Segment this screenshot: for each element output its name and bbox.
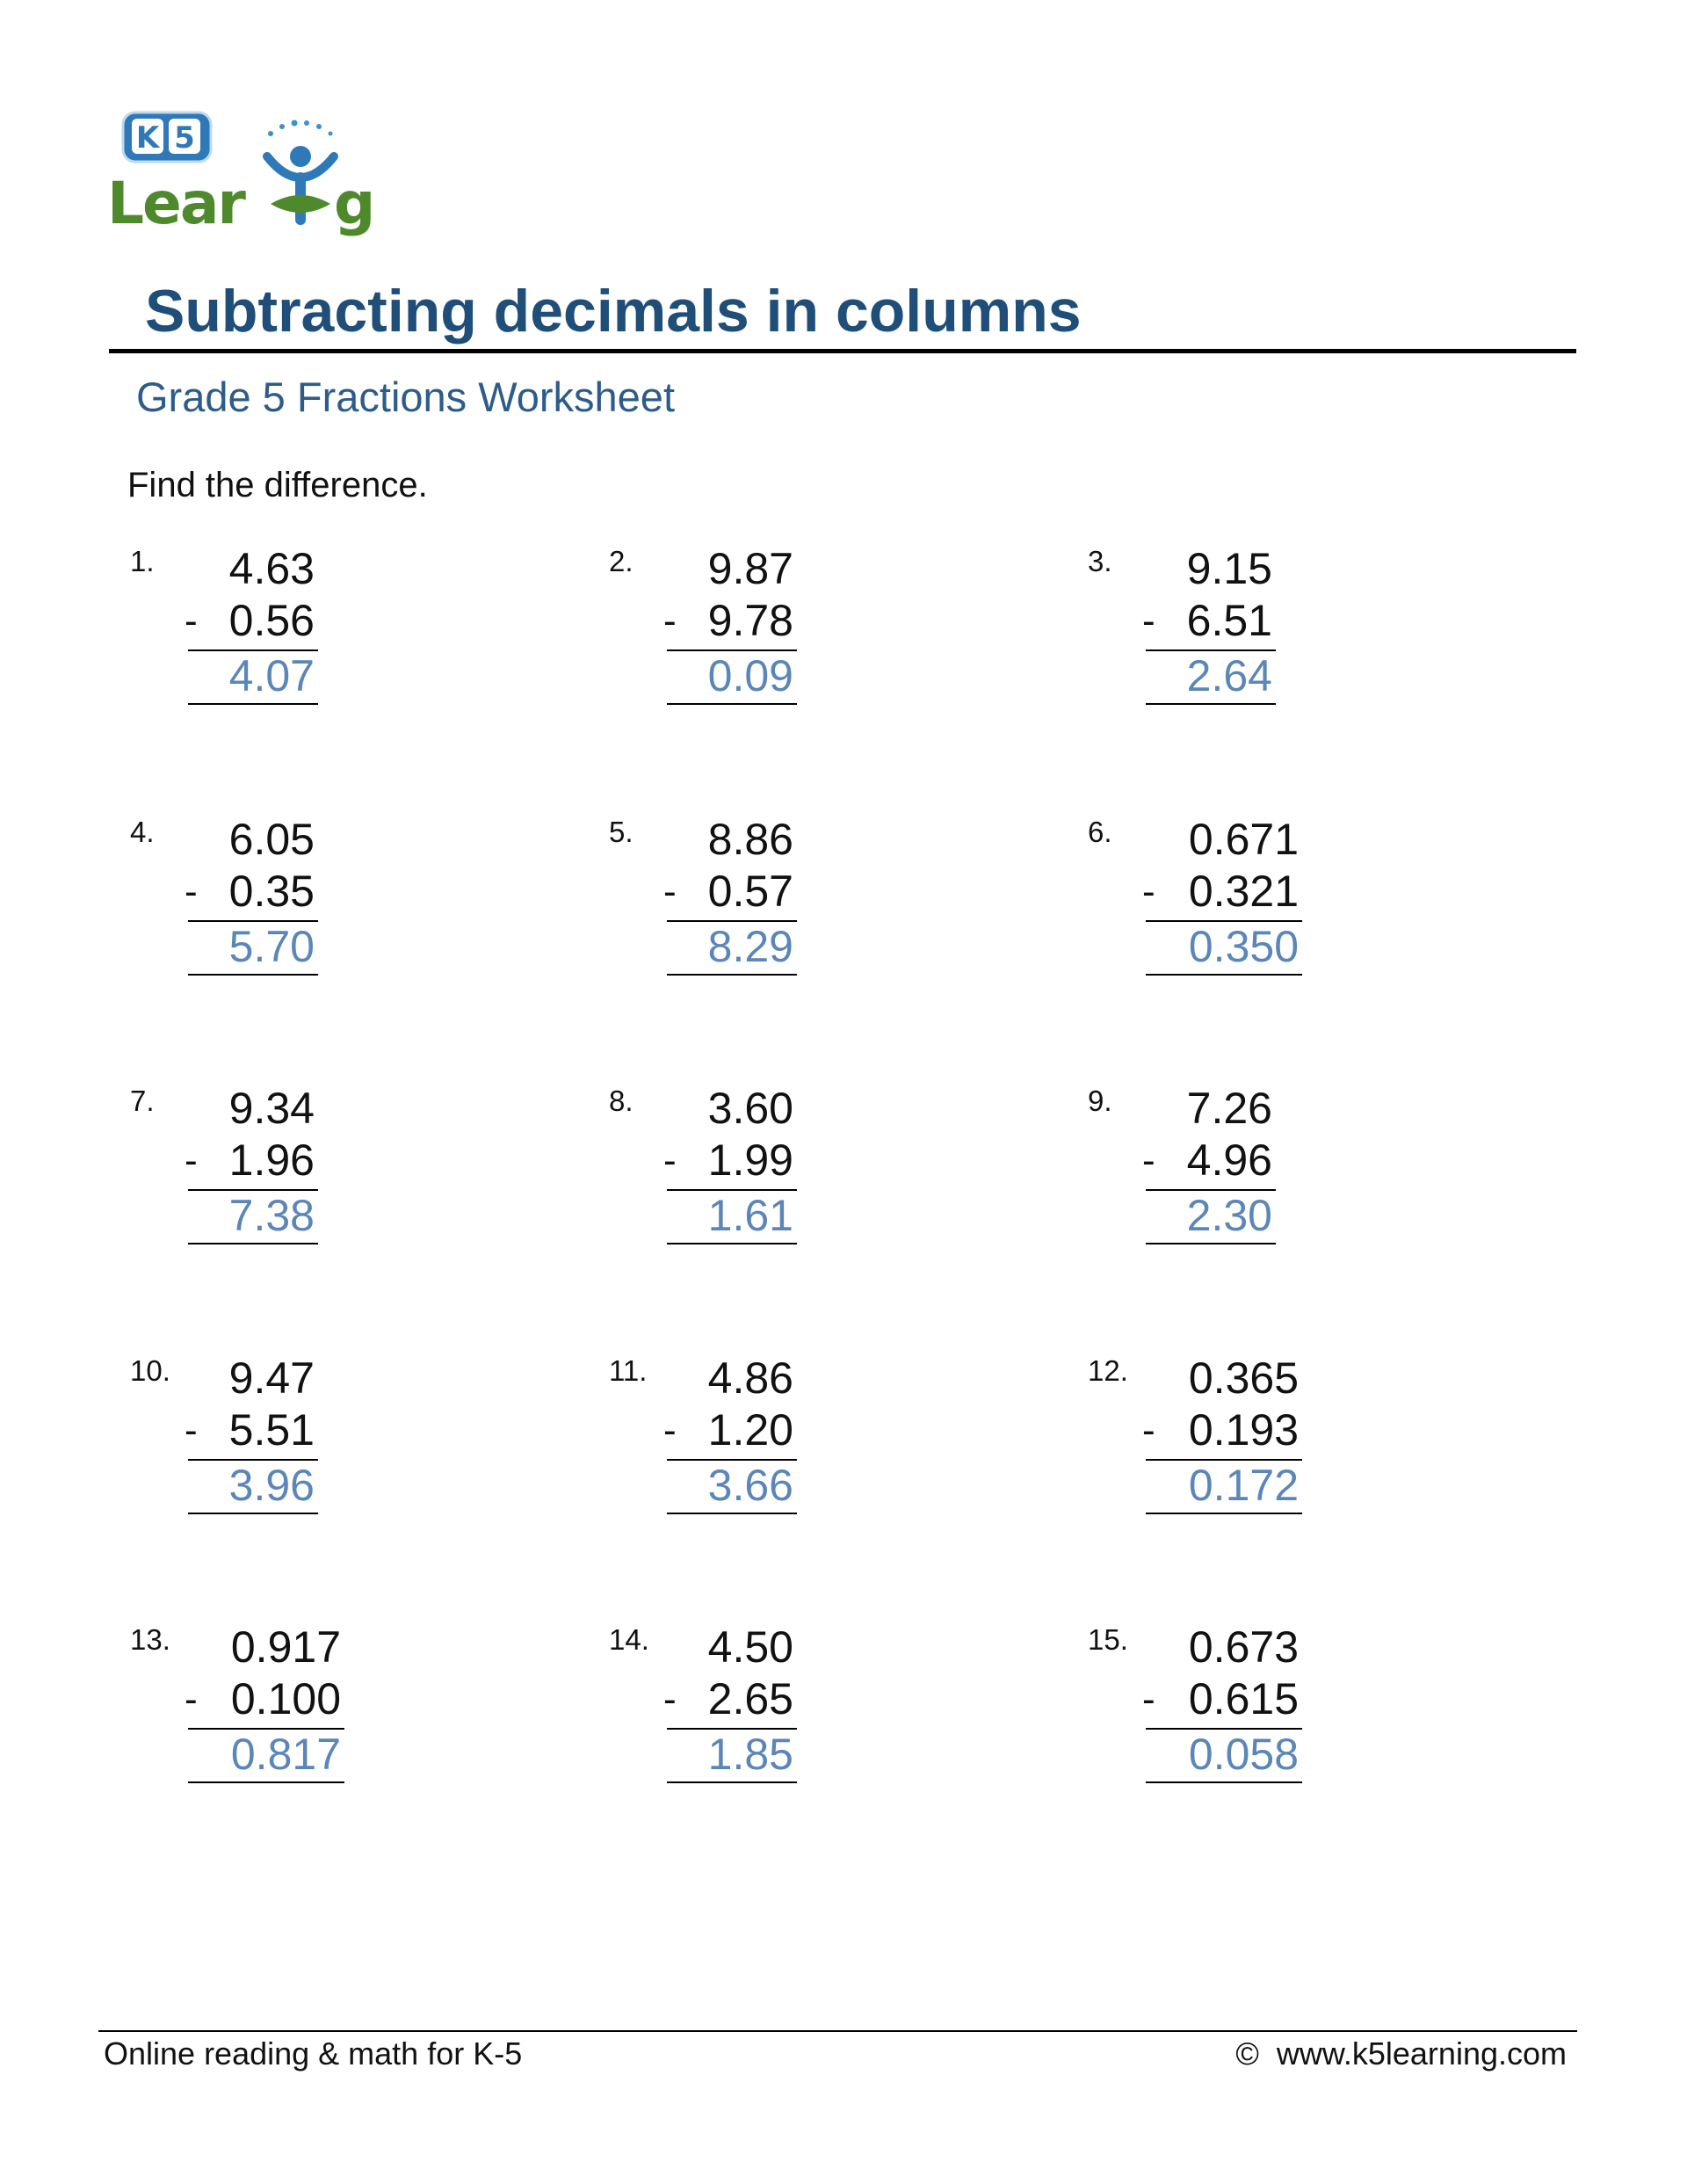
footer-website: [1235, 2035, 1567, 2072]
minus-sign: -: [1142, 1409, 1155, 1452]
answer: 4.07: [228, 651, 315, 700]
answer-line: [1146, 703, 1276, 705]
subtrahend: 4.96: [1186, 1136, 1272, 1185]
problem-number: 13.: [130, 1623, 170, 1656]
footer-divider: [98, 2030, 1577, 2032]
answer-line: [667, 1781, 797, 1783]
svg-text:K: K: [135, 120, 160, 156]
answer: 2.30: [1186, 1191, 1272, 1240]
minus-sign: -: [185, 1409, 198, 1452]
problem-7: [130, 1086, 315, 1288]
minuend: 6.05: [228, 815, 315, 864]
page-title: Subtracting decimals in columns: [145, 278, 1082, 345]
subtrahend: 2.65: [707, 1674, 793, 1723]
answer-line: [188, 1513, 318, 1514]
answer-line: [667, 1243, 797, 1244]
problem-number: 8.: [609, 1085, 634, 1117]
subtrahend: 0.35: [228, 867, 315, 916]
problem-5: [609, 817, 793, 1019]
minus-sign: -: [185, 870, 198, 913]
subtraction-line: [188, 920, 318, 922]
problem-number: 3.: [1088, 545, 1112, 577]
problem-11: [609, 1353, 793, 1558]
answer-line: [188, 974, 318, 976]
subtrahend: 0.57: [707, 867, 793, 916]
answer: 0.172: [1188, 1461, 1299, 1510]
subtraction-line: [667, 920, 797, 922]
answer: 1.85: [707, 1730, 793, 1779]
problem-6: [1088, 817, 1299, 1019]
minuend: 0.917: [230, 1622, 341, 1672]
problem-number: 2.: [609, 545, 634, 577]
problem-number: 10.: [130, 1354, 170, 1387]
problem-2: [609, 544, 793, 749]
minuend: 9.87: [707, 544, 793, 593]
subtraction-line: [1146, 649, 1276, 651]
problem-8: [609, 1086, 793, 1288]
problem-3: [1088, 544, 1272, 749]
minuend: 9.47: [228, 1353, 315, 1403]
answer-line: [188, 703, 318, 705]
subtrahend: 0.100: [230, 1674, 341, 1723]
minus-sign: -: [663, 1139, 677, 1182]
answer-line: [188, 1781, 344, 1783]
subtrahend: 0.615: [1188, 1674, 1299, 1723]
answer: 3.96: [228, 1461, 315, 1510]
answer: 0.350: [1188, 922, 1299, 971]
problem-number: 1.: [130, 545, 155, 577]
svg-text:Lear: Lear: [107, 170, 244, 237]
minus-sign: -: [185, 1678, 198, 1721]
subtrahend: 1.96: [228, 1136, 315, 1185]
problem-14: [609, 1622, 793, 1827]
copyright-icon: ©: [1235, 2035, 1259, 2072]
minuend: 4.86: [707, 1353, 793, 1403]
minus-sign: -: [1142, 870, 1155, 913]
subtrahend: 1.99: [707, 1136, 793, 1185]
footer-url: www.k5learning.com: [1276, 2035, 1567, 2072]
minuend: 0.673: [1188, 1622, 1299, 1672]
answer-line: [667, 1513, 797, 1514]
page-subtitle: Grade 5 Fractions Worksheet: [136, 374, 675, 420]
problem-number: 7.: [130, 1085, 155, 1117]
subtrahend: 9.78: [707, 596, 793, 645]
answer: 3.66: [707, 1461, 793, 1510]
subtraction-line: [667, 1189, 797, 1191]
problem-number: 9.: [1088, 1085, 1112, 1117]
subtrahend: 0.321: [1188, 867, 1299, 916]
minuend: 7.26: [1186, 1084, 1272, 1133]
subtraction-line: [667, 1459, 797, 1461]
subtraction-line: [1146, 1459, 1302, 1461]
minuend: 8.86: [707, 815, 793, 864]
subtrahend: 6.51: [1186, 596, 1272, 645]
answer: 8.29: [707, 922, 793, 971]
subtraction-line: [188, 1728, 344, 1730]
problem-number: 6.: [1088, 816, 1112, 848]
subtrahend: 0.193: [1188, 1405, 1299, 1455]
problem-number: 11.: [609, 1354, 648, 1387]
svg-text:5: 5: [174, 120, 195, 156]
answer: 5.70: [228, 922, 315, 971]
problem-13: [130, 1622, 341, 1827]
problem-number: 4.: [130, 816, 155, 848]
problem-10: [130, 1353, 315, 1558]
problem-number: 5.: [609, 816, 634, 848]
minus-sign: -: [1142, 599, 1155, 642]
answer-line: [667, 703, 797, 705]
minus-sign: -: [663, 1409, 677, 1452]
minuend: 9.15: [1186, 544, 1272, 593]
answer: 7.38: [228, 1191, 315, 1240]
minus-sign: -: [1142, 1678, 1155, 1721]
answer-line: [1146, 1781, 1302, 1783]
minus-sign: -: [185, 599, 198, 642]
answer: 0.058: [1188, 1730, 1299, 1779]
subtraction-line: [1146, 920, 1302, 922]
answer: 2.64: [1186, 651, 1272, 700]
subtraction-line: [188, 1459, 318, 1461]
minus-sign: -: [1142, 1139, 1155, 1182]
answer: 1.61: [707, 1191, 793, 1240]
minus-sign: -: [663, 1678, 677, 1721]
problem-4: [130, 817, 315, 1019]
problem-12: [1088, 1353, 1299, 1558]
minuend: 0.671: [1188, 815, 1299, 864]
minus-sign: -: [185, 1139, 198, 1182]
subtrahend: 1.20: [707, 1405, 793, 1455]
subtraction-line: [667, 1728, 797, 1730]
minuend: 0.365: [1188, 1353, 1299, 1403]
minuend: 3.60: [707, 1084, 793, 1133]
problem-number: 15.: [1088, 1623, 1128, 1656]
subtraction-line: [188, 1189, 318, 1191]
problem-15: [1088, 1622, 1299, 1827]
subtrahend: 0.56: [228, 596, 315, 645]
answer-line: [1146, 974, 1302, 976]
problem-number: 14.: [609, 1623, 649, 1656]
problem-9: [1088, 1086, 1272, 1288]
instructions: Find the difference.: [127, 466, 428, 504]
answer-line: [1146, 1243, 1276, 1244]
subtraction-line: [188, 649, 318, 651]
minuend: 4.63: [228, 544, 315, 593]
minuend: 9.34: [228, 1084, 315, 1133]
answer: 0.09: [707, 651, 793, 700]
problem-number: 12.: [1088, 1354, 1128, 1387]
answer-line: [1146, 1513, 1302, 1514]
svg-text:g: g: [334, 170, 374, 237]
answer: 0.817: [230, 1730, 341, 1779]
subtraction-line: [1146, 1728, 1302, 1730]
footer-tagline: Online reading & math for K-5: [104, 2035, 523, 2072]
minus-sign: -: [663, 870, 677, 913]
answer-line: [667, 974, 797, 976]
subtrahend: 5.51: [228, 1405, 315, 1455]
minus-sign: -: [663, 599, 677, 642]
subtraction-line: [667, 649, 797, 651]
problem-1: [130, 544, 315, 749]
minuend: 4.50: [707, 1622, 793, 1672]
answer-line: [188, 1243, 318, 1244]
subtraction-line: [1146, 1189, 1276, 1191]
